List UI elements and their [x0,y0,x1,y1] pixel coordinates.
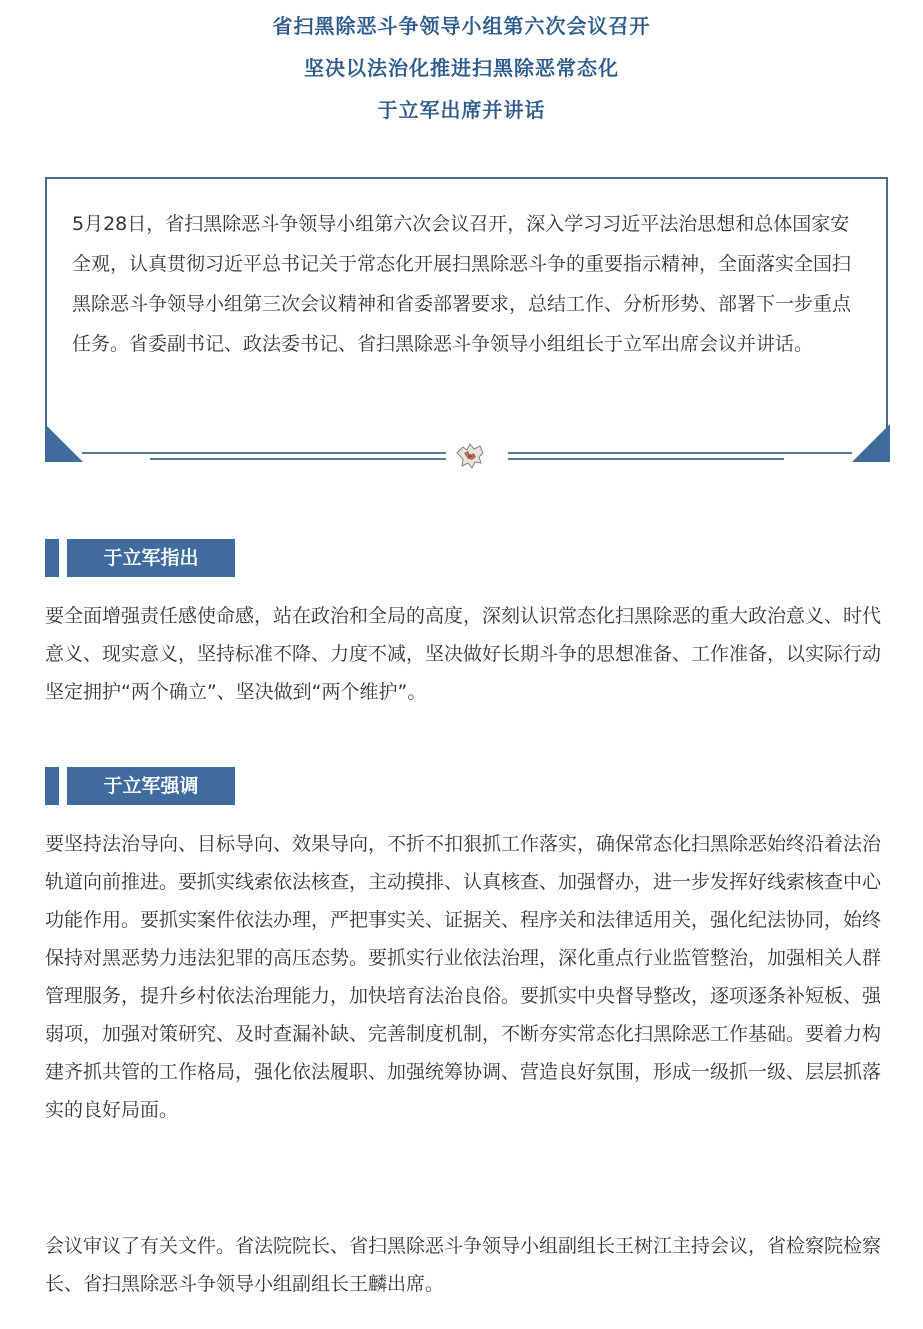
title-line-1: 省扫黑除恶斗争领导小组第六次会议召开 [272,14,651,38]
province-emblem-icon [454,441,486,471]
title-line-3: 于立军出席并讲话 [377,98,546,122]
section-heading-label: 于立军强调 [67,767,235,805]
closing-paragraph: 会议审议了有关文件。省法院院长、省扫黑除恶斗争领导小组副组长王树江主持会议，省检察院检察长、省扫黑除恶斗争领导小组副组长王麟出席。 [45,1235,882,1295]
divider-line-left-bottom [150,458,446,460]
intro-paragraph: 5月28日，省扫黑除恶斗争领导小组第六次会议召开，深入学习习近平法治思想和总体国家安全观，认真贯彻习近平总书记关于常态化开展扫黑除恶斗争的重要指示精神，全面落实全国扫黑除恶斗争领导小组第三次会议精神和省委部署要求，总结工作、分析形势、部署下一步重点任务。省委副书记、政法委书记、省扫黑除恶斗争领导小组组长于立军出席会议并讲话。 [72,213,852,355]
frame-corner-right [852,424,890,462]
section-heading-bar [45,767,59,805]
section2-paragraph: 要坚持法治导向、目标导向、效果导向，不折不扣狠抓工作落实，确保常态化扫黑除恶始终沿着法治轨道向前推进。要抓实线索依法核查，主动摸排、认真核查、加强督办，进一步发挥好线索核查中心功能作用。要抓实案件依法办理，严把事实关、证据关、程序关和法律适用关，强化纪法协同，始终保持对黑恶势力违法犯罪的高压态势。要抓实行业依法治理，深化重点行业监管整治，加强相关人群管理服务，提升乡村依法治理能力，加快培育法治良俗。要抓实中央督导整改，逐项逐条补短板、强弱项，加强对策研究、及时查漏补缺、完善制度机制，不断夯实常态化扫黑除恶工作基础。要着力构建齐抓共管的工作格局，强化依法履职、加强统筹协调、营造良好氛围，形成一级抓一级、层层抓落实的良好局面。 [45,833,882,1121]
section1-paragraph: 要全面增强责任感使命感，站在政治和全局的高度，深刻认识常态化扫黑除恶的重大政治意义、时代意义、现实意义，坚持标准不降、力度不减，坚决做好长期斗争的思想准备、工作准备，以实际行动坚定拥护“两个确立”、坚决做到“两个维护”。 [45,605,882,703]
title-line-2: 坚决以法治化推进扫黑除恶常态化 [304,56,619,80]
frame-corner-left [45,424,83,462]
section-heading-bar [45,539,59,577]
section-heading-label: 于立军指出 [67,539,235,577]
divider-line-right-top [508,452,852,454]
divider-line-left-top [82,452,446,454]
divider-line-right-bottom [508,458,784,460]
